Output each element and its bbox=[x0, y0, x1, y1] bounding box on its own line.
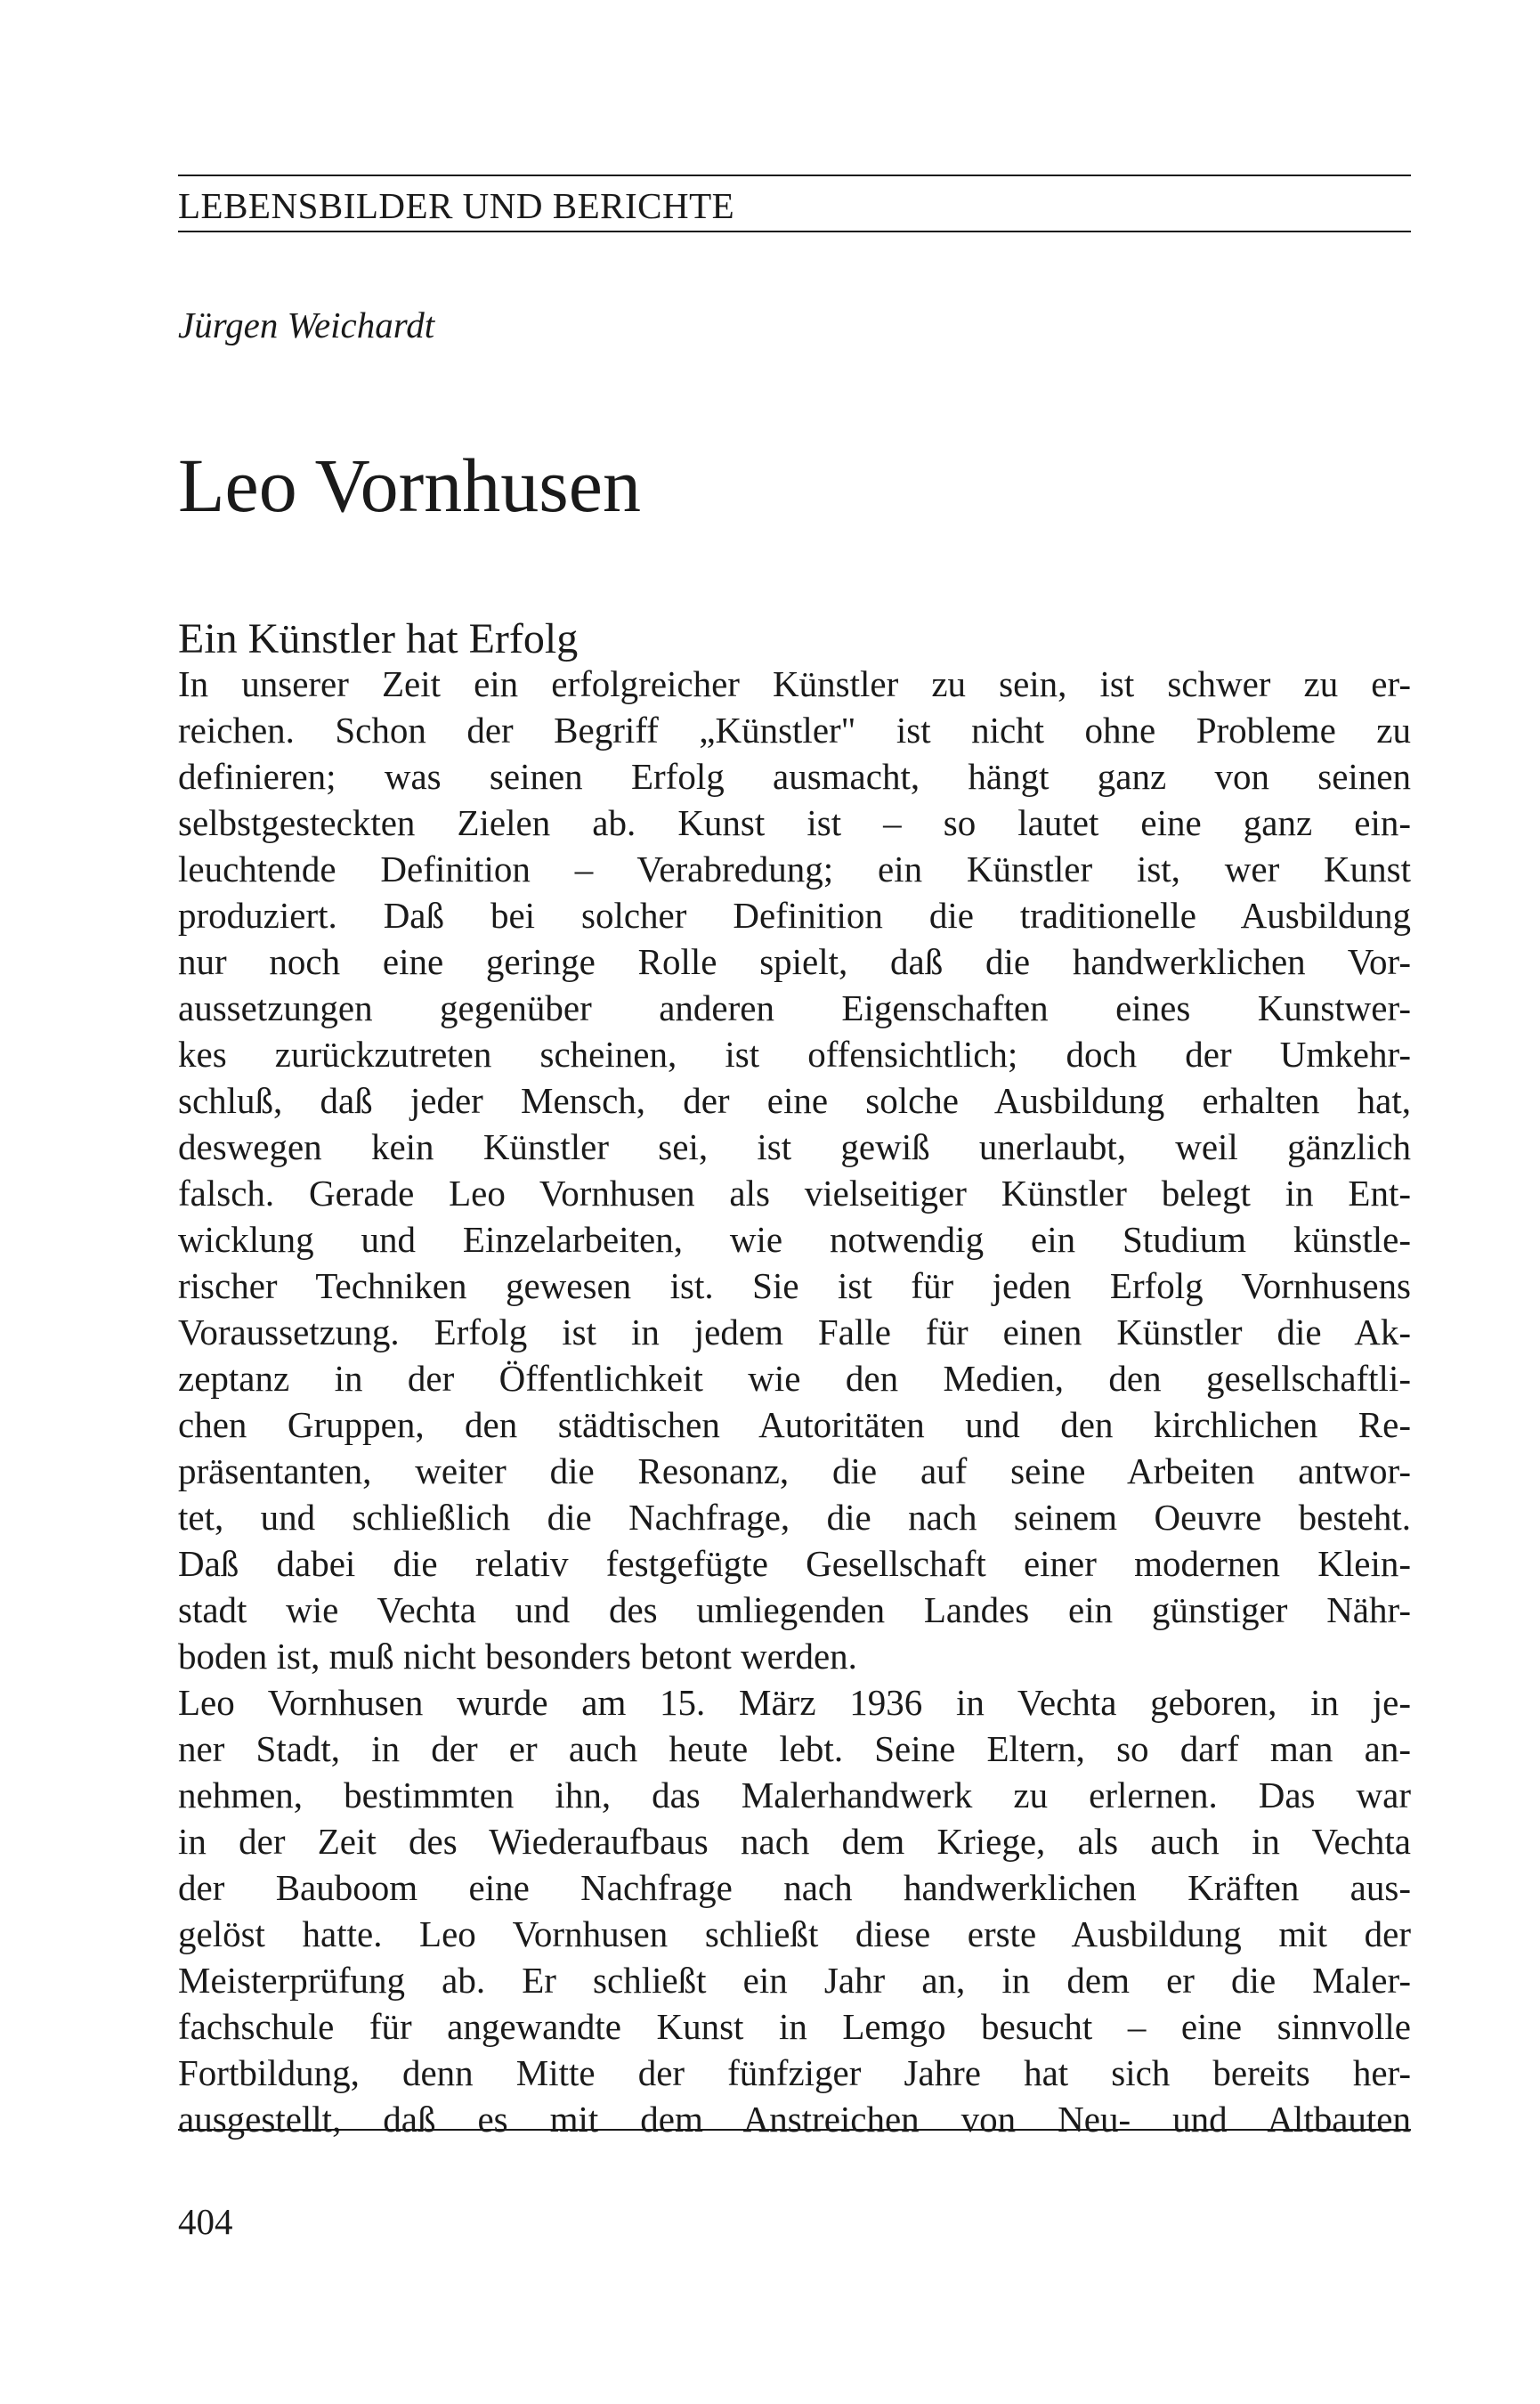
text-line: reichen. Schon der Begriff „Künstler" ist nicht ohne Probleme zu bbox=[178, 710, 1411, 751]
text-line: Fortbildung, denn Mitte der fünfziger Jahre hat sich bereits her- bbox=[178, 2052, 1411, 2093]
text-line: deswegen kein Künstler sei, ist gewiß unerlaubt, weil gänzlich bbox=[178, 1126, 1411, 1167]
text-line: wicklung und Einzelarbeiten, wie notwendig ein Studium künstle- bbox=[178, 1219, 1411, 1260]
text-line: fachschule für angewandte Kunst in Lemgo besucht – eine sinnvolle bbox=[178, 2006, 1411, 2047]
text-line: rischer Techniken gewesen ist. Sie ist für jeden Erfolg Vornhusens bbox=[178, 1265, 1411, 1306]
text-line: ner Stadt, in der er auch heute lebt. Seine Eltern, so darf man an- bbox=[178, 1728, 1411, 1769]
text-line: produziert. Daß bei solcher Definition die traditionelle Ausbildung bbox=[178, 895, 1411, 936]
text-line: leuchtende Definition – Verabredung; ein Künstler ist, wer Kunst bbox=[178, 849, 1411, 889]
text-line: Leo Vornhusen wurde am 15. März 1936 in Vechta geboren, in je- bbox=[178, 1682, 1411, 1723]
text-line: präsentanten, weiter die Resonanz, die auf seine Arbeiten antwor- bbox=[178, 1450, 1411, 1491]
header-rule-bottom bbox=[178, 231, 1411, 232]
text-line: der Bauboom eine Nachfrage nach handwerklichen Kräften aus- bbox=[178, 1867, 1411, 1908]
text-line: selbstgesteckten Zielen ab. Kunst ist – so lautet eine ganz ein- bbox=[178, 802, 1411, 843]
text-line: ausgestellt, daß es mit dem Anstreichen von Neu- und Altbauten bbox=[178, 2099, 1411, 2140]
text-line: schluß, daß jeder Mensch, der eine solche Ausbildung erhalten hat, bbox=[178, 1080, 1411, 1121]
header-rule-top bbox=[178, 175, 1411, 176]
text-line: stadt wie Vechta und des umliegenden Landes ein günstiger Nähr- bbox=[178, 1589, 1411, 1630]
text-line: Daß dabei die relativ festgefügte Gesellschaft einer modernen Klein- bbox=[178, 1543, 1411, 1584]
author-name: Jürgen Weichardt bbox=[178, 305, 435, 345]
text-line: nur noch eine geringe Rolle spielt, daß die handwerklichen Vor- bbox=[178, 941, 1411, 982]
text-line: falsch. Gerade Leo Vornhusen als vielseitiger Künstler belegt in Ent- bbox=[178, 1173, 1411, 1214]
article-title: Leo Vornhusen bbox=[178, 443, 641, 528]
running-head: LEBENSBILDER UND BERICHTE bbox=[178, 185, 735, 226]
text-line: In unserer Zeit ein erfolgreicher Künstler zu sein, ist schwer zu er- bbox=[178, 663, 1411, 704]
body-text bbox=[178, 661, 1411, 2142]
text-line: definieren; was seinen Erfolg ausmacht, hängt ganz von seinen bbox=[178, 756, 1411, 797]
footer-rule bbox=[178, 2129, 1411, 2131]
section-heading: Ein Künstler hat Erfolg bbox=[178, 615, 579, 662]
text-line: aussetzungen gegenüber anderen Eigenschaften eines Kunstwer- bbox=[178, 987, 1411, 1028]
text-line: tet, und schließlich die Nachfrage, die nach seinem Oeuvre besteht. bbox=[178, 1497, 1411, 1538]
page-number: 404 bbox=[178, 2201, 233, 2242]
document-page bbox=[178, 0, 1411, 2404]
text-line: gelöst hatte. Leo Vornhusen schließt diese erste Ausbildung mit der bbox=[178, 1913, 1411, 1954]
text-line: in der Zeit des Wiederaufbaus nach dem Kriege, als auch in Vechta bbox=[178, 1821, 1411, 1862]
text-line: boden ist, muß nicht besonders betont werden. bbox=[178, 1636, 857, 1677]
text-line: chen Gruppen, den städtischen Autoritäten und den kirchlichen Re- bbox=[178, 1404, 1411, 1445]
text-line: zeptanz in der Öffentlichkeit wie den Medien, den gesellschaftli- bbox=[178, 1358, 1411, 1399]
text-line: nehmen, bestimmten ihn, das Malerhandwerk zu erlernen. Das war bbox=[178, 1775, 1411, 1815]
text-line: Meisterprüfung ab. Er schließt ein Jahr an, in dem er die Maler- bbox=[178, 1960, 1411, 2001]
text-line: Voraussetzung. Erfolg ist in jedem Falle für einen Künstler die Ak- bbox=[178, 1312, 1411, 1352]
text-line: kes zurückzutreten scheinen, ist offensichtlich; doch der Umkehr- bbox=[178, 1034, 1411, 1075]
